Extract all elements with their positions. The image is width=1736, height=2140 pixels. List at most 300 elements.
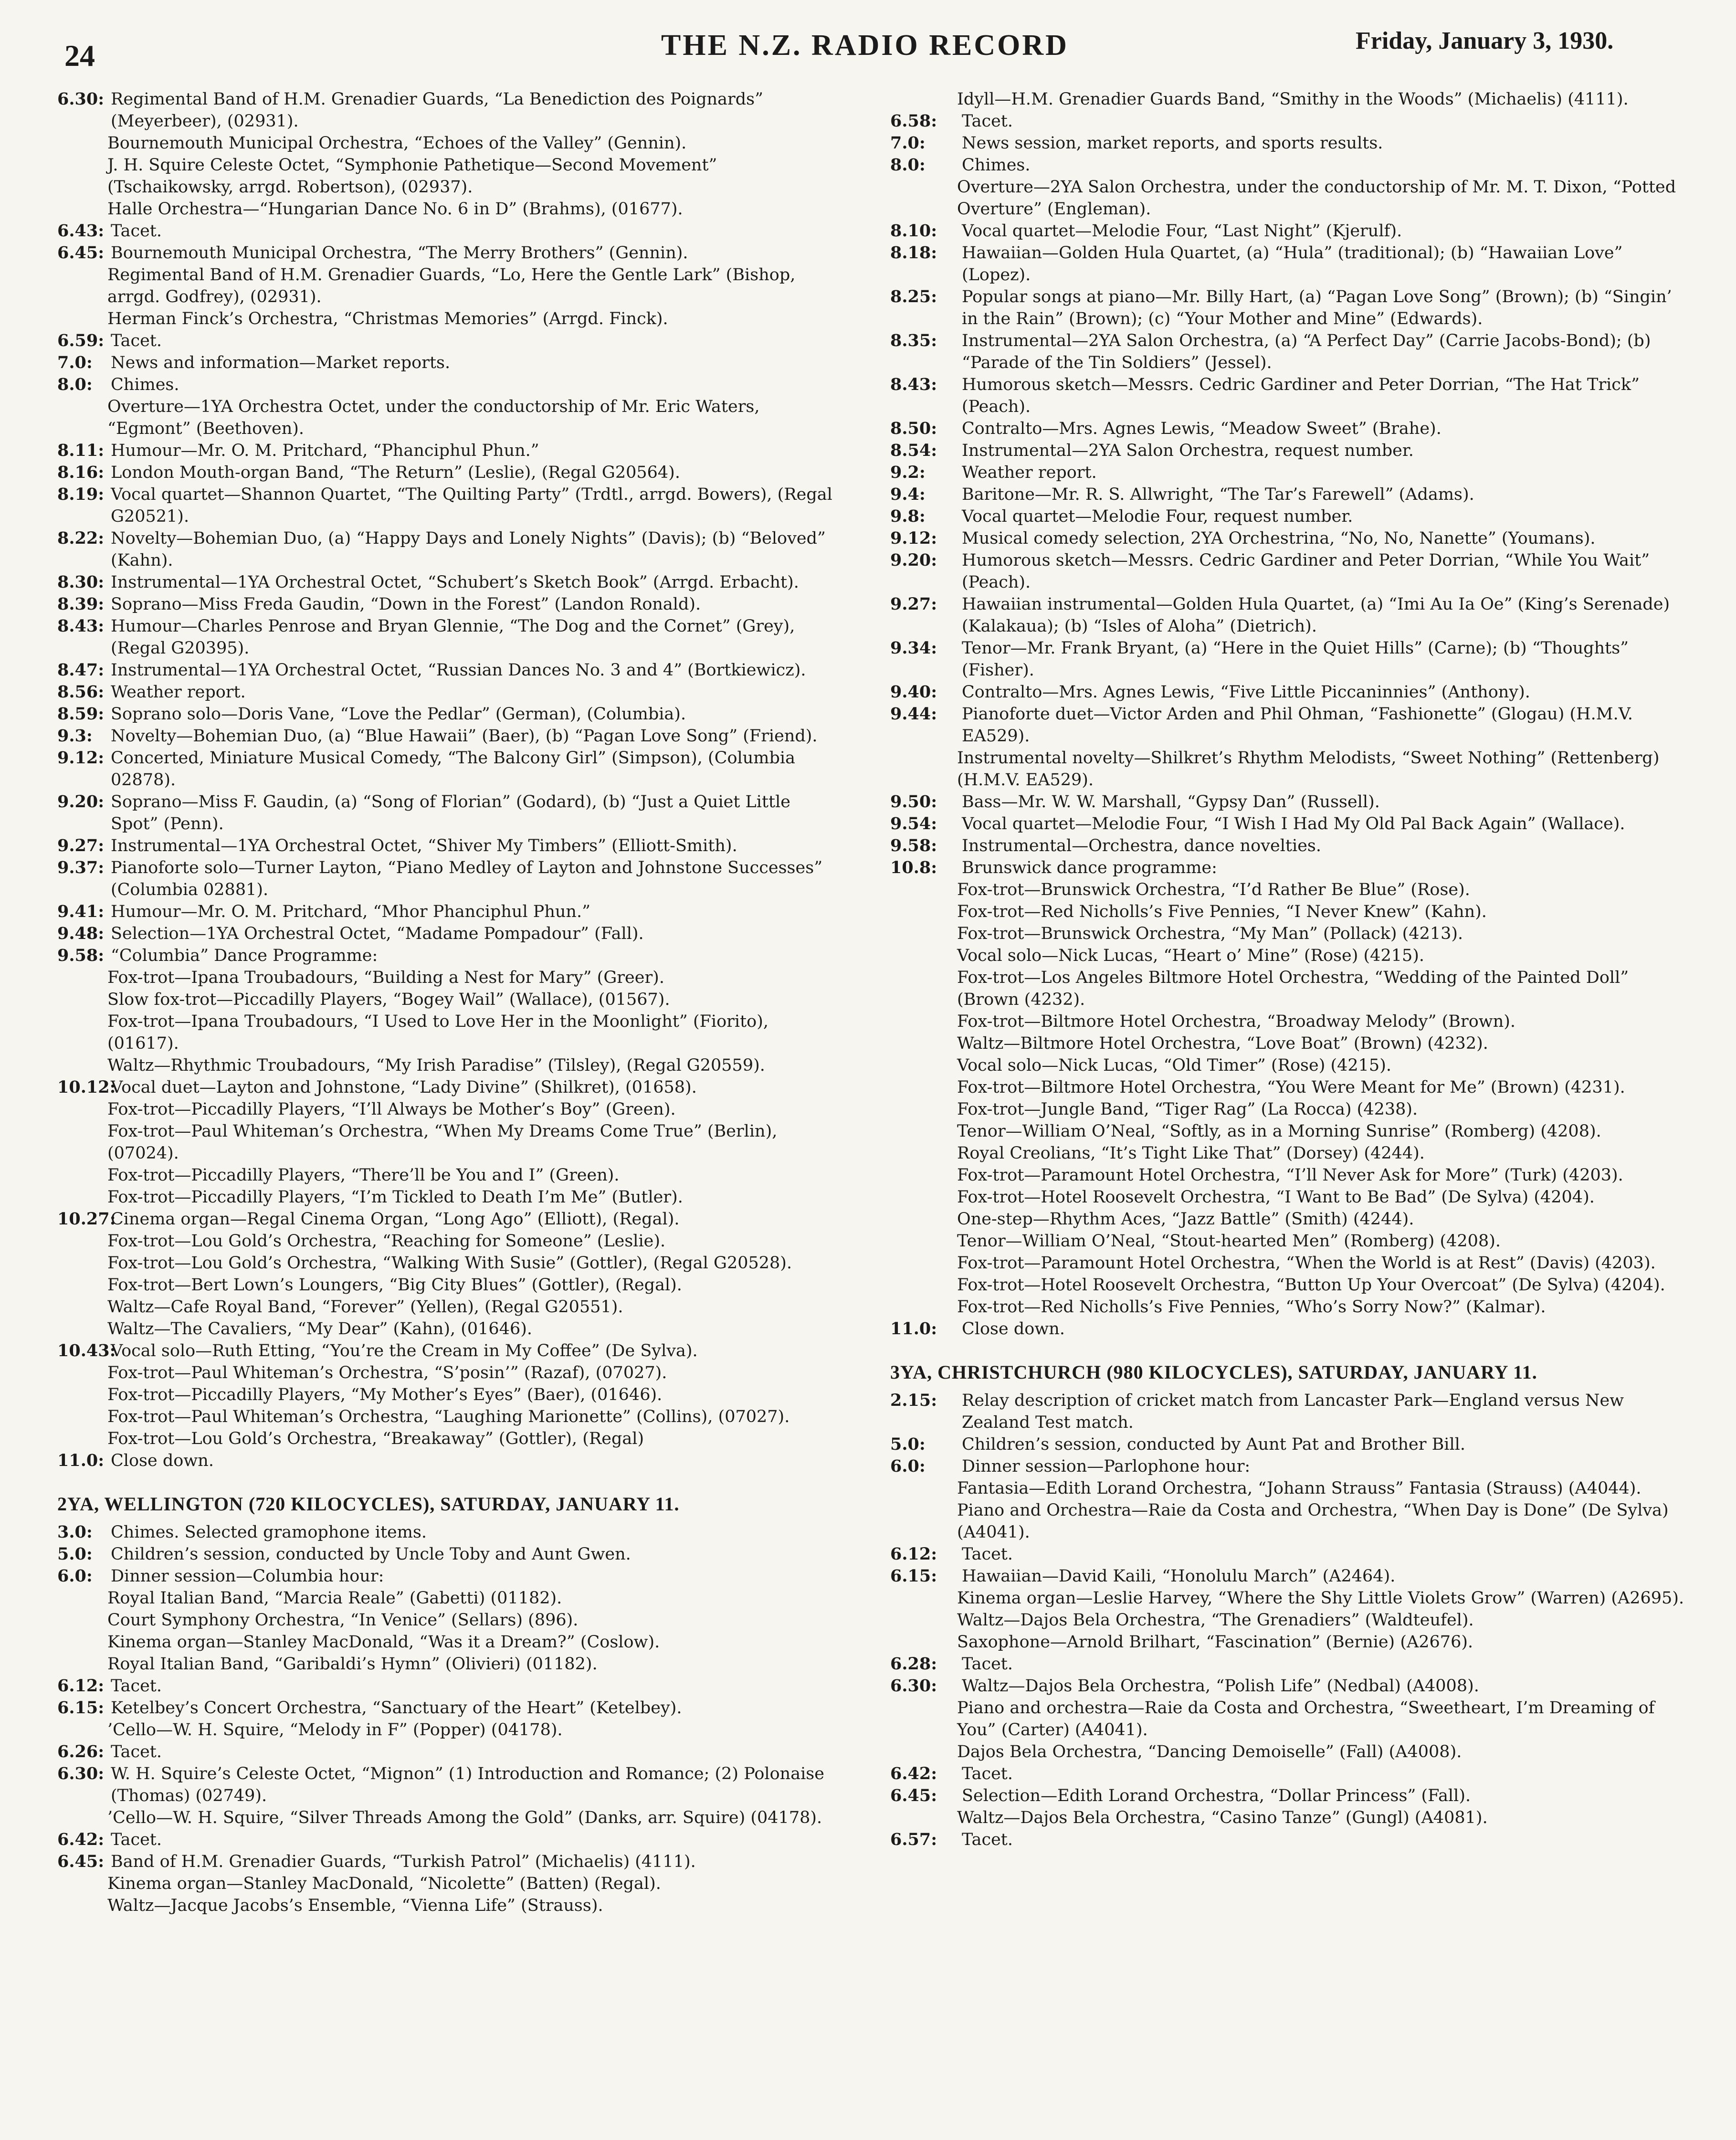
programme-subitem bbox=[57, 1719, 840, 1741]
time-label: 9.41: bbox=[57, 902, 105, 921]
programme-subitem bbox=[890, 88, 1685, 110]
programme-subitem bbox=[57, 1011, 840, 1054]
programme-text: News session, market reports, and sports results. bbox=[962, 134, 1383, 153]
programme-entry bbox=[890, 1318, 1685, 1340]
programme-subitem bbox=[890, 879, 1685, 901]
programme-subitem bbox=[57, 1653, 840, 1675]
programme-subitem bbox=[890, 1252, 1685, 1274]
programme-text: Contralto—Mrs. Agnes Lewis, “Meadow Sweet” (Brahe). bbox=[962, 419, 1441, 438]
programme-entry bbox=[890, 242, 1685, 286]
programme-text: Close down. bbox=[962, 1319, 1065, 1339]
page-header bbox=[0, 19, 1736, 72]
programme-entry bbox=[57, 901, 840, 923]
programme-subitem bbox=[57, 1164, 840, 1186]
programme-entry bbox=[57, 1829, 840, 1851]
programme-subitem bbox=[57, 1054, 840, 1076]
programme-subitem bbox=[890, 945, 1685, 967]
programme-subitem bbox=[890, 1164, 1685, 1186]
programme-text: Soprano—Miss F. Gaudin, (a) “Song of Florian” (Godard), (b) “Just a Quiet Little Spot” (Penn). bbox=[111, 792, 791, 833]
programme-entry bbox=[57, 1340, 840, 1362]
time-label: 6.59: bbox=[57, 331, 105, 350]
programme-text: ’Cello—W. H. Squire, “Silver Threads Among the Gold” (Danks, arr. Squire) (04178). bbox=[107, 1808, 822, 1827]
programme-subitem bbox=[890, 1208, 1685, 1230]
programme-subitem bbox=[890, 1631, 1685, 1653]
programme-entry bbox=[57, 1741, 840, 1763]
time-label: 9.12: bbox=[57, 748, 105, 768]
programme-text: Vocal quartet—Melodie Four, “Last Night” (Kjerulf). bbox=[962, 221, 1402, 241]
programme-subitem bbox=[890, 1120, 1685, 1142]
programme-entry bbox=[890, 132, 1685, 154]
programme-entry bbox=[57, 242, 840, 264]
programme-text: Dajos Bela Orchestra, “Dancing Demoiselle” (Fall) (A4008). bbox=[957, 1742, 1462, 1761]
programme-subitem bbox=[890, 1807, 1685, 1829]
programme-text: Overture—2YA Salon Orchestra, under the conductorship of Mr. M. T. Dixon, “Potted Overture” (Engleman). bbox=[957, 178, 1676, 219]
programme-text: Fox-trot—Piccadilly Players, “My Mother’s Eyes” (Baer), (01646). bbox=[107, 1385, 663, 1404]
programme-text: Herman Finck’s Orchestra, “Christmas Memories” (Arrgd. Finck). bbox=[107, 309, 668, 328]
programme-subitem bbox=[57, 1120, 840, 1164]
programme-text: Kinema organ—Stanley MacDonald, “Was it a Dream?” (Coslow). bbox=[107, 1633, 660, 1652]
time-label: 6.30: bbox=[890, 1676, 937, 1696]
time-label: 8.59: bbox=[57, 704, 105, 724]
programme-text: Kinema organ—Stanley MacDonald, “Nicolette” (Batten) (Regal). bbox=[107, 1874, 661, 1893]
programme-entry bbox=[57, 681, 840, 703]
programme-entry bbox=[890, 440, 1685, 462]
programme-subitem bbox=[57, 1362, 840, 1384]
programme-text: Vocal quartet—Melodie Four, request number. bbox=[962, 507, 1353, 526]
programme-text: Vocal quartet—Melodie Four, “I Wish I Had My Old Pal Back Again” (Wallace). bbox=[962, 814, 1625, 833]
programme-text: Waltz—The Cavaliers, “My Dear” (Kahn), (01646). bbox=[107, 1319, 533, 1339]
programme-text: Hawaiian instrumental—Golden Hula Quartet, (a) “Imi Au Ia Oe” (King’s Serenade) (Kalakaua); (b) “Isles of Aloha” (Dietrich). bbox=[962, 595, 1670, 636]
programme-subitem bbox=[890, 1011, 1685, 1033]
time-label: 8.0: bbox=[57, 375, 93, 394]
programme-entry bbox=[890, 681, 1685, 703]
programme-text: Vocal solo—Ruth Etting, “You’re the Cream in My Coffee” (De Sylva). bbox=[111, 1341, 698, 1360]
programme-text: Vocal solo—Nick Lucas, “Heart o’ Mine” (Rose) (4215). bbox=[957, 946, 1425, 965]
programme-entry bbox=[890, 703, 1685, 747]
programme-text: Brunswick dance programme: bbox=[962, 858, 1217, 877]
programme-text: Court Symphony Orchestra, “In Venice” (Sellars) (896). bbox=[107, 1611, 579, 1630]
time-label: 9.20: bbox=[57, 792, 105, 812]
programme-subitem bbox=[57, 1873, 840, 1895]
programme-entry bbox=[57, 857, 840, 901]
programme-subitem bbox=[57, 1274, 840, 1296]
programme-subitem bbox=[890, 1076, 1685, 1098]
programme-entry bbox=[890, 1565, 1685, 1587]
time-label: 10.12: bbox=[57, 1077, 116, 1097]
programme-entry bbox=[890, 1455, 1685, 1477]
time-label: 9.8: bbox=[890, 506, 926, 526]
programme-text: Fox-trot—Lou Gold’s Orchestra, “Walking With Susie” (Gottler), (Regal G20528). bbox=[107, 1254, 792, 1273]
programme-text: Hawaiian—David Kaili, “Honolulu March” (A2464). bbox=[962, 1567, 1396, 1586]
time-label: 10.27: bbox=[57, 1209, 116, 1229]
programme-entry bbox=[57, 1208, 840, 1230]
time-label: 6.26: bbox=[57, 1742, 105, 1761]
programme-subitem bbox=[890, 1230, 1685, 1252]
time-label: 9.27: bbox=[57, 836, 105, 855]
time-label: 10.43: bbox=[57, 1341, 116, 1360]
time-label: 6.15: bbox=[57, 1698, 105, 1718]
programme-subitem bbox=[890, 1587, 1685, 1609]
time-label: 2.15: bbox=[890, 1391, 937, 1410]
programme-text: Tenor—William O’Neal, “Stout-hearted Men” (Romberg) (4208). bbox=[957, 1232, 1501, 1251]
programme-subitem bbox=[890, 1741, 1685, 1763]
programme-entry bbox=[57, 725, 840, 747]
time-label: 6.12: bbox=[57, 1676, 105, 1696]
programme-entry bbox=[890, 1434, 1685, 1455]
programme-text: Novelty—Bohemian Duo, (a) “Blue Hawaii” (Baer), (b) “Pagan Love Song” (Friend). bbox=[111, 727, 818, 746]
programme-entry bbox=[890, 1653, 1685, 1675]
programme-subitem bbox=[890, 1033, 1685, 1054]
programme-text: Fox-trot—Brunswick Orchestra, “My Man” (Pollack) (4213). bbox=[957, 924, 1463, 943]
programme-text: Pianoforte duet—Victor Arden and Phil Ohman, “Fashionette” (Glogau) (H.M.V. EA529). bbox=[962, 705, 1633, 746]
time-label: 10.8: bbox=[890, 858, 937, 877]
time-label: 8.25: bbox=[890, 287, 937, 306]
programme-subitem bbox=[890, 1186, 1685, 1208]
programme-subitem bbox=[57, 1406, 840, 1428]
programme-text: Children’s session, conducted by Uncle Toby and Aunt Gwen. bbox=[111, 1545, 631, 1564]
programme-entry bbox=[890, 835, 1685, 857]
programme-entry bbox=[890, 506, 1685, 527]
programme-text: Fox-trot—Piccadilly Players, “I’ll Always be Mother’s Boy” (Green). bbox=[107, 1100, 676, 1119]
programme-text: Fox-trot—Jungle Band, “Tiger Rag” (La Rocca) (4238). bbox=[957, 1100, 1418, 1119]
programme-text: Humorous sketch—Messrs. Cedric Gardiner and Peter Dorrian, “While You Wait” (Peach). bbox=[962, 551, 1650, 592]
programme-subitem bbox=[890, 176, 1685, 220]
programme-text: Waltz—Cafe Royal Band, “Forever” (Yellen), (Regal G20551). bbox=[107, 1297, 623, 1317]
programme-text: Baritone—Mr. R. S. Allwright, “The Tar’s Farewell” (Adams). bbox=[962, 485, 1474, 504]
programme-entry bbox=[57, 615, 840, 659]
programme-text: Fox-trot—Ipana Troubadours, “Building a Nest for Mary” (Greer). bbox=[107, 968, 664, 987]
time-label: 8.11: bbox=[57, 441, 105, 460]
time-label: 6.43: bbox=[57, 221, 105, 241]
time-label: 8.22: bbox=[57, 528, 105, 548]
programme-text: J. H. Squire Celeste Octet, “Symphonie Pathetique—Second Movement” (Tschaikowsky, arrgd. Robertson), (02937). bbox=[107, 156, 717, 197]
programme-entry bbox=[890, 813, 1685, 835]
programme-entry bbox=[57, 1543, 840, 1565]
programme-subitem bbox=[57, 1895, 840, 1917]
programme-entry bbox=[890, 1675, 1685, 1697]
programme-text: Bass—Mr. W. W. Marshall, “Gypsy Dan” (Russell). bbox=[962, 792, 1380, 812]
programme-entry bbox=[890, 1763, 1685, 1785]
programme-text: Fox-trot—Hotel Roosevelt Orchestra, “Button Up Your Overcoat” (De Sylva) (4204). bbox=[957, 1276, 1665, 1295]
programme-text: Fox-trot—Ipana Troubadours, “I Used to Love Her in the Moonlight” (Fiorito), (01617). bbox=[107, 1012, 768, 1053]
programme-text: Fox-trot—Bert Lown’s Loungers, “Big City Blues” (Gottler), (Regal). bbox=[107, 1276, 682, 1295]
programme-text: Ketelbey’s Concert Orchestra, “Sanctuary of the Heart” (Ketelbey). bbox=[111, 1698, 682, 1718]
time-label: 8.56: bbox=[57, 682, 105, 702]
time-label: 8.43: bbox=[890, 375, 937, 394]
programme-text: Kinema organ—Leslie Harvey, “Where the Shy Little Violets Grow” (Warren) (A2695). bbox=[957, 1589, 1684, 1608]
time-label: 6.30: bbox=[57, 1764, 105, 1783]
programme-entry bbox=[890, 462, 1685, 484]
programme-entry bbox=[57, 440, 840, 462]
programme-text: Idyll—H.M. Grenadier Guards Band, “Smithy in the Woods” (Michaelis) (4111). bbox=[957, 90, 1629, 109]
programme-text: Regimental Band of H.M. Grenadier Guards, “La Benediction des Poignards” (Meyerbeer), (02931). bbox=[111, 90, 764, 131]
page-number: 24 bbox=[64, 39, 95, 73]
programme-text: Royal Creolians, “It’s Tight Like That” (Dorsey) (4244). bbox=[957, 1144, 1425, 1163]
programme-text: Fox-trot—Hotel Roosevelt Orchestra, “I Want to Be Bad” (De Sylva) (4204). bbox=[957, 1188, 1595, 1207]
programme-text: Fox-trot—Biltmore Hotel Orchestra, “Broadway Melody” (Brown). bbox=[957, 1012, 1516, 1031]
programme-text: Vocal duet—Layton and Johnstone, “Lady Divine” (Shilkret), (01658). bbox=[111, 1078, 697, 1097]
time-label: 8.10: bbox=[890, 221, 937, 241]
programme-text: Weather report. bbox=[962, 463, 1097, 482]
time-label: 8.47: bbox=[57, 660, 105, 680]
programme-subitem bbox=[57, 396, 840, 440]
time-label: 7.0: bbox=[57, 353, 93, 372]
time-label: 8.35: bbox=[890, 331, 937, 350]
time-label: 11.0: bbox=[57, 1451, 105, 1470]
programme-text: Dinner session—Parlophone hour: bbox=[962, 1457, 1251, 1476]
programme-text: “Columbia” Dance Programme: bbox=[111, 946, 378, 965]
programme-text: London Mouth-organ Band, “The Return” (Leslie), (Regal G20564). bbox=[111, 463, 680, 482]
programme-text: Bournemouth Municipal Orchestra, “The Merry Brothers” (Gennin). bbox=[111, 243, 688, 263]
time-label: 6.15: bbox=[890, 1566, 937, 1586]
programme-text: Tacet. bbox=[111, 1676, 162, 1696]
programme-text: Royal Italian Band, “Garibaldi’s Hymn” (Olivieri) (01182). bbox=[107, 1655, 598, 1674]
programme-entry bbox=[890, 1390, 1685, 1434]
programme-subitem bbox=[890, 1477, 1685, 1499]
time-label: 8.0: bbox=[890, 155, 926, 175]
programme-text: Fox-trot—Brunswick Orchestra, “I’d Rather Be Blue” (Rose). bbox=[957, 880, 1470, 899]
programme-subitem bbox=[57, 967, 840, 989]
programme-text: Hawaiian—Golden Hula Quartet, (a) “Hula” (traditional); (b) “Hawaiian Love” (Lopez). bbox=[962, 243, 1623, 285]
programme-entry bbox=[890, 286, 1685, 330]
time-label: 9.54: bbox=[890, 814, 937, 833]
time-label: 6.57: bbox=[890, 1830, 937, 1849]
time-label: 8.39: bbox=[57, 594, 105, 614]
time-label: 9.37: bbox=[57, 858, 105, 877]
time-label: 8.30: bbox=[57, 572, 105, 592]
programme-entry bbox=[57, 1763, 840, 1807]
programme-text: Fox-trot—Red Nicholls’s Five Pennies, “I Never Knew” (Kahn). bbox=[957, 902, 1487, 921]
time-label: 5.0: bbox=[890, 1434, 926, 1454]
programme-text: Fox-trot—Biltmore Hotel Orchestra, “You Were Meant for Me” (Brown) (4231). bbox=[957, 1078, 1625, 1097]
programme-subitem bbox=[890, 901, 1685, 923]
time-label: 9.58: bbox=[57, 946, 105, 965]
programme-text: Instrumental novelty—Shilkret’s Rhythm Melodists, “Sweet Nothing” (Rettenberg) (H.M.V. EA529). bbox=[957, 748, 1660, 790]
time-label: 6.45: bbox=[57, 243, 105, 263]
programme-entry bbox=[57, 945, 840, 967]
programme-entry bbox=[57, 1675, 840, 1697]
programme-subitem bbox=[57, 1098, 840, 1120]
programme-text: One-step—Rhythm Aces, “Jazz Battle” (Smith) (4244). bbox=[957, 1210, 1414, 1229]
programme-text: Tacet. bbox=[111, 221, 162, 241]
time-label: 8.19: bbox=[57, 485, 105, 504]
programme-subitem bbox=[57, 1631, 840, 1653]
programme-text: Fox-trot—Lou Gold’s Orchestra, “Reaching for Someone” (Leslie). bbox=[107, 1232, 666, 1251]
programme-text: Humour—Charles Penrose and Bryan Glennie, “The Dog and the Cornet” (Grey), (Regal G20395). bbox=[111, 617, 795, 658]
programme-subitem bbox=[57, 1252, 840, 1274]
programme-text: Piano and Orchestra—Raie da Costa and Orchestra, “When Day is Done” (De Sylva) (A4041). bbox=[957, 1501, 1669, 1542]
programme-text: Waltz—Dajos Bela Orchestra, “Casino Tanze” (Gungl) (A4081). bbox=[957, 1808, 1488, 1827]
programme-text: Fox-trot—Piccadilly Players, “I’m Tickled to Death I’m Me” (Butler). bbox=[107, 1188, 683, 1207]
programme-entry bbox=[57, 659, 840, 681]
programme-text: Waltz—Dajos Bela Orchestra, “Polish Life” (Nedbal) (A4008). bbox=[962, 1676, 1479, 1696]
programme-subitem bbox=[890, 1296, 1685, 1318]
programme-text: Selection—1YA Orchestral Octet, “Madame Pompadour” (Fall). bbox=[111, 924, 644, 943]
programme-entry bbox=[890, 527, 1685, 549]
programme-text: Chimes. bbox=[111, 375, 179, 394]
time-label: 9.44: bbox=[890, 704, 937, 724]
station-heading: 3YA, CHRISTCHURCH (980 KILOCYCLES), SATURDAY, JANUARY 11. bbox=[890, 1361, 1537, 1383]
programme-text: Tacet. bbox=[962, 112, 1013, 131]
programme-text: Tacet. bbox=[962, 1655, 1013, 1674]
programme-text: Musical comedy selection, 2YA Orchestrina, “No, No, Nanette” (Youmans). bbox=[962, 529, 1596, 548]
programme-entry bbox=[890, 1829, 1685, 1851]
programme-subitem bbox=[890, 1697, 1685, 1741]
time-label: 8.50: bbox=[890, 419, 937, 438]
time-label: 9.50: bbox=[890, 792, 937, 812]
programme-text: Fox-trot—Paramount Hotel Orchestra, “When the World is at Rest” (Davis) (4203). bbox=[957, 1254, 1656, 1273]
programme-entry bbox=[57, 527, 840, 571]
programme-text: Soprano solo—Doris Vane, “Love the Pedlar” (German), (Columbia). bbox=[111, 705, 686, 724]
programme-text: Overture—1YA Orchestra Octet, under the conductorship of Mr. Eric Waters, “Egmont” (Beethoven). bbox=[107, 397, 760, 438]
programme-subitem bbox=[57, 198, 840, 220]
programme-text: Waltz—Biltmore Hotel Orchestra, “Love Boat” (Brown) (4232). bbox=[957, 1034, 1488, 1053]
programme-subitem bbox=[57, 1186, 840, 1208]
programme-text: Fox-trot—Paul Whiteman’s Orchestra, “S’posin’” (Razaf), (07027). bbox=[107, 1363, 667, 1382]
programme-text: Fox-trot—Lou Gold’s Orchestra, “Breakaway” (Gottler), (Regal) bbox=[107, 1429, 644, 1448]
programme-text: Concerted, Miniature Musical Comedy, “The Balcony Girl” (Simpson), (Columbia 02878). bbox=[111, 748, 795, 790]
time-label: 9.2: bbox=[890, 463, 926, 482]
programme-text: Slow fox-trot—Piccadilly Players, “Bogey Wail” (Wallace), (01567). bbox=[107, 990, 670, 1009]
programme-text: Humour—Mr. O. M. Pritchard, “Phanciphul Phun.” bbox=[111, 441, 539, 460]
time-label: 6.42: bbox=[57, 1830, 105, 1849]
programme-entry bbox=[57, 593, 840, 615]
programme-subitem bbox=[57, 1807, 840, 1829]
programme-entry bbox=[57, 1450, 840, 1472]
time-label: 8.18: bbox=[890, 243, 937, 263]
programme-text: Soprano—Miss Freda Gaudin, “Down in the Forest” (Landon Ronald). bbox=[111, 595, 701, 614]
time-label: 6.0: bbox=[890, 1456, 926, 1476]
programme-text: Instrumental—2YA Salon Orchestra, (a) “A Perfect Day” (Carrie Jacobs-Bond); (b) “Parade of the Tin Soldiers” (Jessel). bbox=[962, 331, 1651, 372]
programme-subitem bbox=[57, 132, 840, 154]
programme-text: Instrumental—Orchestra, dance novelties. bbox=[962, 836, 1321, 855]
programme-entry bbox=[57, 1851, 840, 1873]
programme-text: Novelty—Bohemian Duo, (a) “Happy Days and Lonely Nights” (Davis); (b) “Beloved” (Kahn). bbox=[111, 529, 826, 570]
time-label: 5.0: bbox=[57, 1544, 93, 1564]
programme-subitem bbox=[57, 264, 840, 308]
programme-text: Fox-trot—Paul Whiteman’s Orchestra, “When My Dreams Come True” (Berlin), (07024). bbox=[107, 1122, 778, 1163]
programme-entry bbox=[890, 484, 1685, 506]
time-label: 8.43: bbox=[57, 616, 105, 636]
time-label: 9.27: bbox=[890, 594, 937, 614]
programme-subitem bbox=[57, 154, 840, 198]
programme-entry bbox=[890, 1543, 1685, 1565]
programme-entry bbox=[57, 703, 840, 725]
time-label: 9.48: bbox=[57, 924, 105, 943]
programme-text: Tacet. bbox=[111, 331, 162, 350]
programme-text: Instrumental—1YA Orchestral Octet, “Shiver My Timbers” (Elliott-Smith). bbox=[111, 836, 737, 855]
programme-text: Humour—Mr. O. M. Pritchard, “Mhor Phanciphul Phun.” bbox=[111, 902, 590, 921]
time-label: 9.4: bbox=[890, 485, 926, 504]
publication-title: THE N.Z. RADIO RECORD bbox=[661, 29, 1069, 62]
programme-subitem bbox=[57, 1318, 840, 1340]
programme-text: Royal Italian Band, “Marcia Reale” (Gabetti) (01182). bbox=[107, 1589, 562, 1608]
programme-entry bbox=[890, 1785, 1685, 1807]
programme-text: Tenor—William O’Neal, “Softly, as in a Morning Sunrise” (Romberg) (4208). bbox=[957, 1122, 1601, 1141]
programme-subitem bbox=[57, 1587, 840, 1609]
programme-entry bbox=[57, 1565, 840, 1587]
programme-entry bbox=[57, 88, 840, 132]
programme-text: Selection—Edith Lorand Orchestra, “Dollar Princess” (Fall). bbox=[962, 1786, 1471, 1805]
time-label: 6.42: bbox=[890, 1764, 937, 1783]
programme-subitem bbox=[890, 1499, 1685, 1543]
programme-text: Tenor—Mr. Frank Bryant, (a) “Here in the Quiet Hills” (Carne); (b) “Thoughts” (Fisher). bbox=[962, 639, 1629, 680]
programme-entry bbox=[57, 1076, 840, 1098]
time-label: 9.40: bbox=[890, 682, 937, 702]
programme-entry bbox=[57, 835, 840, 857]
programme-subitem bbox=[57, 1384, 840, 1406]
programme-text: Vocal solo—Nick Lucas, “Old Timer” (Rose) (4215). bbox=[957, 1056, 1391, 1075]
time-label: 11.0: bbox=[890, 1319, 937, 1339]
programme-entry bbox=[57, 462, 840, 484]
programme-text: Popular songs at piano—Mr. Billy Hart, (a) “Pagan Love Song” (Brown); (b) “Singin’ in the Rain” (Brown); (c) “Your Mother and Mine” (Edwards). bbox=[962, 287, 1672, 328]
programme-text: Tacet. bbox=[962, 1764, 1013, 1783]
programme-entry bbox=[890, 637, 1685, 681]
programme-text: Instrumental—1YA Orchestral Octet, “Schubert’s Sketch Book” (Arrgd. Erbacht). bbox=[111, 573, 799, 592]
time-label: 6.12: bbox=[890, 1544, 937, 1564]
time-label: 7.0: bbox=[890, 133, 926, 153]
programme-subitem bbox=[890, 1142, 1685, 1164]
programme-text: Tacet. bbox=[962, 1545, 1013, 1564]
programme-text: Band of H.M. Grenadier Guards, “Turkish Patrol” (Michaelis) (4111). bbox=[111, 1852, 696, 1871]
programme-entry bbox=[57, 791, 840, 835]
programme-entry bbox=[890, 154, 1685, 176]
programme-text: Close down. bbox=[111, 1451, 214, 1470]
programme-entry bbox=[890, 857, 1685, 879]
programme-text: Halle Orchestra—“Hungarian Dance No. 6 in D” (Brahms), (01677). bbox=[107, 200, 683, 219]
time-label: 9.3: bbox=[57, 726, 93, 746]
time-label: 6.58: bbox=[890, 111, 937, 131]
programme-entry bbox=[57, 220, 840, 242]
programme-text: Fox-trot—Red Nicholls’s Five Pennies, “Who’s Sorry Now?” (Kalmar). bbox=[957, 1297, 1546, 1317]
programme-text: Pianoforte solo—Turner Layton, “Piano Medley of Layton and Johnstone Successes” (Columbia 02881). bbox=[111, 858, 823, 899]
programme-subitem bbox=[57, 1609, 840, 1631]
programme-text: Cinema organ—Regal Cinema Organ, “Long Ago” (Elliott), (Regal). bbox=[111, 1210, 680, 1229]
programme-text: Humorous sketch—Messrs. Cedric Gardiner and Peter Dorrian, “The Hat Trick” (Peach). bbox=[962, 375, 1640, 416]
programme-entry bbox=[890, 549, 1685, 593]
programme-text: Dinner session—Columbia hour: bbox=[111, 1567, 384, 1586]
time-label: 6.28: bbox=[890, 1654, 937, 1674]
programme-text: News and information—Market reports. bbox=[111, 353, 451, 372]
issue-date: Friday, January 3, 1930. bbox=[1356, 27, 1614, 54]
time-label: 9.58: bbox=[890, 836, 937, 855]
programme-entry bbox=[57, 1697, 840, 1719]
time-label: 6.45: bbox=[57, 1852, 105, 1871]
time-label: 8.16: bbox=[57, 463, 105, 482]
programme-entry bbox=[57, 484, 840, 527]
programme-text: Fox-trot—Piccadilly Players, “There’ll be You and I” (Green). bbox=[107, 1166, 620, 1185]
programme-text: Waltz—Jacque Jacobs’s Ensemble, “Vienna Life” (Strauss). bbox=[107, 1896, 603, 1915]
programme-subitem bbox=[890, 1054, 1685, 1076]
time-label: 9.34: bbox=[890, 638, 937, 658]
programme-text: Instrumental—1YA Orchestral Octet, “Russian Dances No. 3 and 4” (Bortkiewicz). bbox=[111, 661, 806, 680]
programme-text: Children’s session, conducted by Aunt Pat and Brother Bill. bbox=[962, 1435, 1465, 1454]
programme-text: Fox-trot—Paramount Hotel Orchestra, “I’ll Never Ask for More” (Turk) (4203). bbox=[957, 1166, 1623, 1185]
programme-entry bbox=[890, 418, 1685, 440]
programme-subitem bbox=[890, 967, 1685, 1011]
programme-entry bbox=[890, 330, 1685, 374]
programme-text: Relay description of cricket match from Lancaster Park—England versus New Zealand Test match. bbox=[962, 1391, 1624, 1432]
programme-text: Chimes. Selected gramophone items. bbox=[111, 1523, 427, 1542]
programme-text: Waltz—Dajos Bela Orchestra, “The Grenadiers” (Waldteufel). bbox=[957, 1611, 1474, 1630]
programme-text: Tacet. bbox=[111, 1742, 162, 1761]
programme-text: Chimes. bbox=[962, 156, 1031, 175]
time-label: 8.54: bbox=[890, 441, 937, 460]
programme-subitem bbox=[57, 989, 840, 1011]
programme-subitem bbox=[890, 923, 1685, 945]
programme-text: Tacet. bbox=[111, 1830, 162, 1849]
programme-entry bbox=[57, 374, 840, 396]
